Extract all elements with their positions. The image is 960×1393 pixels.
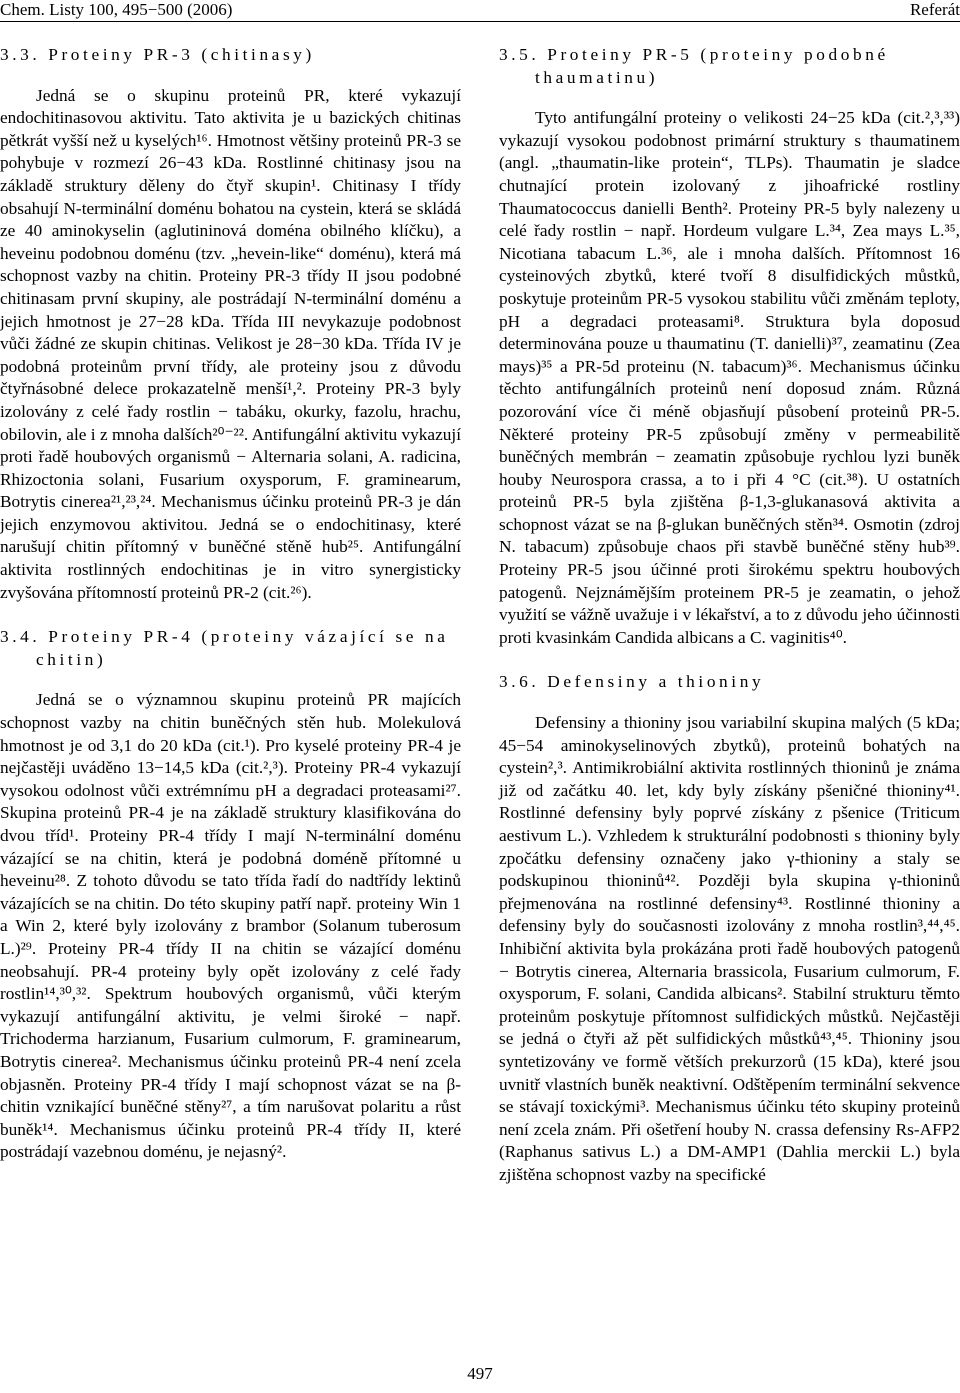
section-heading-3-5: 3.5. Proteiny PR-5 (proteiny podobné thaumatinu) bbox=[499, 45, 889, 87]
paragraph-defensins: Defensiny a thioniny jsou variabilní skupina malých (5 kDa; 45−54 aminokyselinových zbytků), proteinů bohatých na cystein²,³. Antimikrobiální aktivita rostlinných thioninů je známa již od začátku 40. let, kdy byly získány pšeničné thioniny⁴¹. Rostlinné defensiny byly poprvé získány z pšenice (Triticum aestivum L.). Vzhledem k strukturální podobnosti s thioniny byly zpočátku defensiny označeny jako γ-thioniny a staly se podskupinou thioninů⁴². Později byla skupina γ-thioninů přejmenována na rostlinné defensiny⁴³. Rostlinné thioniny a defensiny byly do současnosti izolovány z mnoha rostlin³,⁴⁴,⁴⁵. Inhibiční aktivita byla prokázána proti řadě houbových patogenů − Botrytis cinerea, Alternaria brassicola, Fusarium culmorum, F. oxysporum, F. solani, Candida albicans². Stabilní strukturu těmto proteinům poskytuje přítomnost sulfidických můstků. Nejčastěji se jedná o čtyři až pět sulfidických můstků⁴³,⁴⁵. Thioniny jsou syntetizovány ve formě větších prekurzorů (15 kDa), které jsou uvnitř vlastních buněk neaktivní. Odštěpením terminální sekvence se stávají toxickými³. Mechanismus účinku této skupiny proteinů není zcela znám. Při ošetření houby N. crassa defensiny Rs-AFP2 (Raphanus sativus L.) a DM-AMP1 (Dahlia merckii L.) byla zjištěna schopnost vazby na specifické bbox=[499, 713, 960, 1184]
section-heading-3-3: 3.3. Proteiny PR-3 (chitinasy) bbox=[0, 45, 315, 64]
page-number: 497 bbox=[467, 1364, 493, 1383]
right-column bbox=[499, 44, 960, 1187]
paragraph-pr5: Tyto antifungální proteiny o velikosti 24−25 kDa (cit.²,³,³³) vykazují vysokou podobnost primární struktury s thaumatinem (angl. „thaumatin-like protein“, TLPs). Thaumatin je sladce chutnající protein izolovaný z jihoafrické rostliny Thaumatococcus danielli Benth². Proteiny PR-5 byly nalezeny u celé řady rostlin − např. Hordeum vulgare L.³⁴, Zea mays L.³⁵, Nicotiana tabacum L.³⁶, ale i mnoha dalších. Přítomnost 16 cysteinových zbytků, které tvoří 8 disulfidických můstků, poskytuje proteinům PR-5 vysokou stabilitu vůči změnám teploty, pH a degradaci proteasami⁸. Struktura byla doposud determinována pouze u thaumatinu (T. danielli)³⁷, zeamatinu (Zea mays)³⁵ a PR-5d proteinu (N. tabacum)³⁶. Mechanismus účinku těchto antifungálních proteinů není doposud znám. Různá pozorování více či méně objasňují působení proteinů PR-5. Některé proteiny PR-5 způsobují změny v permeabilitě buněčných membrán − zeamatin způsobuje rychlou lyzi buněk houby Neurospora crassa, a to i při 4 °C (cit.³⁸). U ostatních proteinů PR-5 byla zjištěna β-1,3-glukanasová aktivita a schopnost vázat se na β-glukan buněčných stěn³⁴. Osmotin (zdroj N. tabacum) způsobuje chaos při stavbě buněčné stěny hub³⁹. Proteiny PR-5 jsou účinné proti širokému spektru houbových patogenů. Nejznámějším proteinem PR-5 je zeamatin, o jehož využití se vážně uvažuje i v lékařství, a to z důvodu jeho účinnosti proti kvasinkám Candida albicans a C. vaginitis⁴⁰. bbox=[499, 108, 960, 647]
header-rule bbox=[0, 21, 960, 22]
article-type: Referát bbox=[909, 0, 960, 19]
section-heading-3-4: 3.4. Proteiny PR-4 (proteiny vázající se na chitin) bbox=[0, 627, 449, 669]
paragraph-pr3: Jedná se o skupinu proteinů PR, které vykazují endochitinasovou aktivitu. Tato aktivita je u bazických chitinas pětkrát vyšší než u kyselých¹⁶. Hmotnost většiny proteinů PR-3 se pohybuje v rozmezí 26−43 kDa. Rostlinné chitinasy jsou na základě struktury děleny do čtyř skupin¹. Chitinasy I třídy obsahují N-terminální doménu bohatou na cystein, která se skládá ze 40 aminokyselin (aglutininová doména obilného klíčku), a heveinu podobnou doménu (tzv. „hevein-like“ doménu), která má schopnost vazby na chitin. Proteiny PR-3 třídy II jsou podobné chitinasam první skupiny, ale postrádají N-terminální doménu a jejich hmotnost je 27−28 kDa. Třída III nevykazuje podobnost vůči žádné ze skupin chitinas. Velikost je 28−30 kDa. Třída IV je podobná proteinům první třídy, ale proteiny jsou z důvodu čtyřnásobné delece prokazatelně menší¹,². Proteiny PR-3 byly izolovány z celé řady rostlin − tabáku, okurky, fazolu, hrachu, obilovin, ale i z mnoha dalších²⁰⁻²². Antifungální aktivitu vykazují proti řadě houbových organismů − Alternaria solani, A. radicina, Rhizoctonia solani, Fusarium oxysporum, F. graminearum, Botrytis cinerea²¹,²³,²⁴. Mechanismus účinku proteinů PR-3 je dán jejich enzymovou aktivitou. Jedná se o endochitinasy, které narušují chitin přítomný v buněčné stěně hub²⁵. Antifungální aktivita rostlinných endochitinas je in vitro synergisticky zvyšována přítomností proteinů PR-2 (cit.²⁶). bbox=[0, 85, 461, 602]
section-heading-3-6: 3.6. Defensiny a thioniny bbox=[499, 672, 765, 692]
journal-citation: Chem. Listy 100, 495−500 (2006) bbox=[0, 0, 233, 19]
paragraph-pr4: Jedná se o významnou skupinu proteinů PR majících schopnost vazby na chitin buněčných stěn hub. Molekulová hmotnost je od 3,1 do 20 kDa (cit.¹). Pro kyselé proteiny PR-4 je nejčastěji uváděno 13−14,5 kDa (cit.²,³). Proteiny PR-4 vykazují vysokou odolnost vůči extrémnímu pH a degradaci proteasami²⁷. Skupina proteinů PR-4 je na základě struktury klasifikována do dvou tříd¹. Proteiny PR-4 třídy I mají N-terminální doménu vázající se na chitin, která je podobná doméně přítomné u heveinu²⁸. Z tohoto důvodu se tato třída řadí do nadtřídy lektinů vázajících se na chitin. Do této skupiny patří např. proteiny Win 1 a Win 2, které byly izolovány z brambor (Solanum tuberosum L.)²⁹. Proteiny PR-4 třídy II na chitin se vázající doménu neobsahují. PR-4 proteiny byly opět izolovány z celé řady rostlin¹⁴,³⁰,³². Spektrum houbových organismů, vůči kterým vykazují antifungální aktivitu, je velmi široké − např. Trichoderma harzianum, Fusarium culmorum, F. graminearum, Botrytis cinerea². Mechanismus účinku proteinů PR-4 není zcela objasněn. Proteiny PR-4 třídy I mají schopnost vázat se na β-chitin vznikající buněčné stěny²⁷, a tím narušovat polaritu a růst buněk¹⁴. Mechanismus účinku proteinů PR-4 třídy II, které postrádají vazebnou doménu, je nejasný². bbox=[0, 690, 461, 1162]
left-column bbox=[0, 44, 461, 1164]
